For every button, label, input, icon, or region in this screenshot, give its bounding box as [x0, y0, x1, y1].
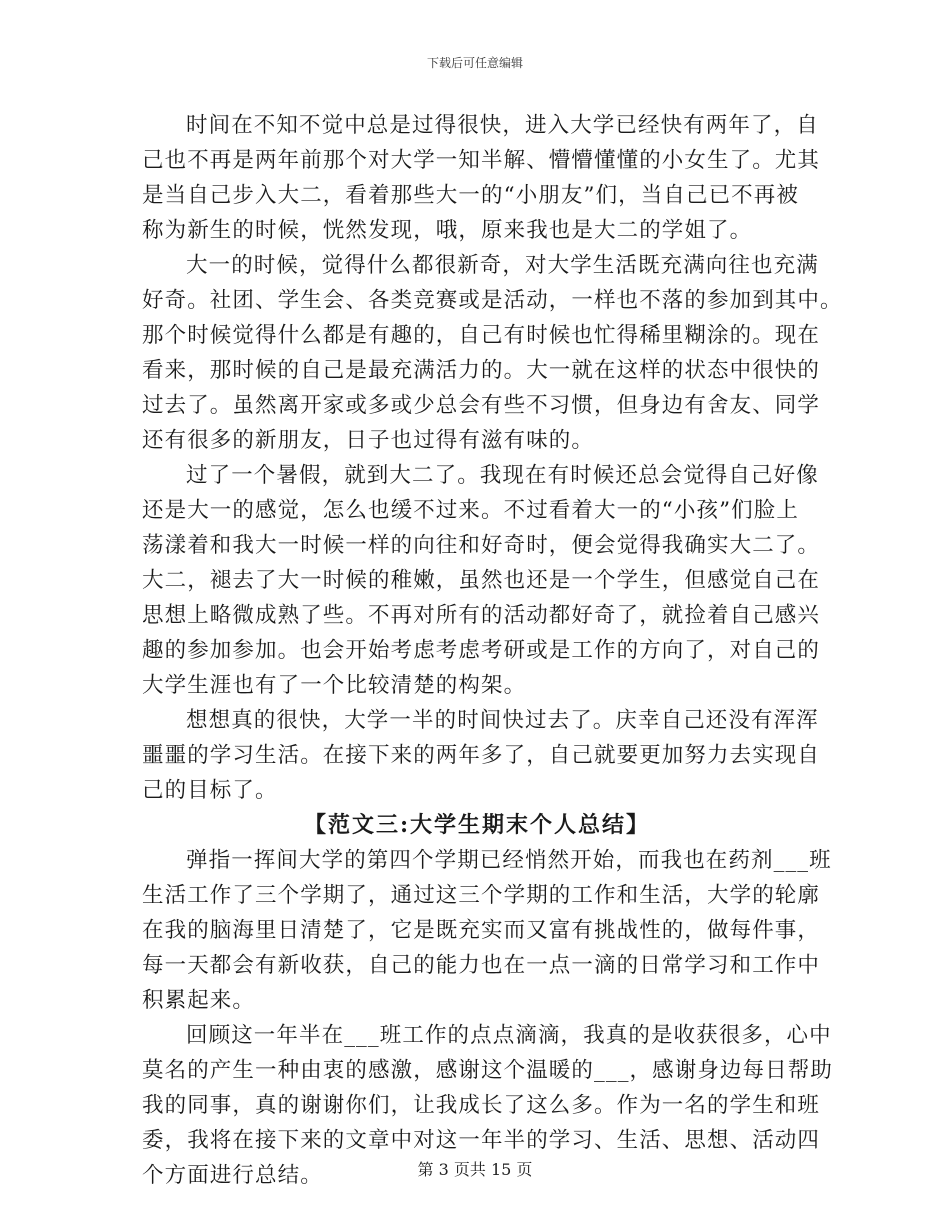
text-line: 荡漾着和我大一时候一样的向往和好奇时，便会觉得我确实大二了。: [142, 533, 821, 558]
page-header: 下载后可任意编辑: [426, 56, 523, 70]
text-line: 每一天都会有新收获，自己的能力也在一点一滴的日常学习和工作中: [142, 953, 821, 978]
text-line: 趣的参加参加。也会开始考虑考虑考研或是工作的方向了，对自己的: [142, 638, 821, 663]
text-line: 大二，褪去了大一时候的稚嫩，虽然也还是一个学生，但感觉自己在: [142, 568, 821, 593]
body-section-2: [142, 843, 833, 1193]
page-footer: 第 3 页共 15 页: [417, 1160, 533, 1179]
document-body: [142, 108, 843, 1193]
text-line: 噩噩的学习生活。在接下来的两年多了，自己就要更加努力去实现自: [142, 743, 821, 768]
text-line: 弹指一挥间大学的第四个学期已经悄然开始，而我也在药剂___班: [186, 848, 832, 873]
text-line: 在我的脑海里日清楚了，它是既充实而又富有挑战性的，做每件事，: [142, 918, 821, 943]
text-line: 还是大一的感觉，怎么也缓不过来。不过看着大一的“小孩”们脸上: [142, 498, 799, 523]
text-line: 是当自己步入大二，看着那些大一的“小朋友”们，当自己已不再被: [142, 183, 799, 208]
text-line: 己也不再是两年前那个对大学一知半解、懵懵懂懂的小女生了。尤其: [142, 148, 821, 173]
text-line: 大一的时候，觉得什么都很新奇，对大学生活既充满向往也充满: [186, 253, 819, 278]
text-line: 好奇。社团、学生会、各类竞赛或是活动，一样也不落的参加到其中。: [142, 288, 843, 313]
text-line: 看来，那时候的自己是最充满活力的。大一就在这样的状态中很快的: [142, 358, 821, 383]
text-line: 个方面进行总结。: [142, 1163, 323, 1188]
text-line: 还有很多的新朋友，日子也过得有滋有味的。: [142, 428, 595, 453]
text-line: 回顾这一年半在___班工作的点点滴滴，我真的是收获很多，心中: [186, 1023, 832, 1048]
text-line: 委，我将在接下来的文章中对这一年半的学习、生活、思想、活动四: [142, 1128, 821, 1153]
text-line: 过了一个暑假，就到大二了。我现在有时候还总会觉得自己好像: [186, 463, 819, 488]
text-line: 我的同事，真的谢谢你们，让我成长了这么多。作为一名的学生和班: [142, 1093, 821, 1118]
text-line: 过去了。虽然离开家或多或少总会有些不习惯，但身边有舍友、同学: [142, 393, 821, 418]
text-line: 生活工作了三个学期了，通过这三个学期的工作和生活，大学的轮廓: [142, 883, 821, 908]
text-line: 想想真的很快，大学一半的时间快过去了。庆幸自己还没有浑浑: [186, 708, 819, 733]
text-line: 积累起来。: [142, 988, 256, 1013]
text-line: 思想上略微成熟了些。不再对所有的活动都好奇了，就捡着自己感兴: [142, 603, 821, 628]
text-line: 那个时候觉得什么都是有趣的，自己有时候也忙得稀里糊涂的。现在: [142, 323, 821, 348]
text-line: 时间在不知不觉中总是过得很快，进入大学已经快有两年了，自: [186, 113, 819, 138]
text-line: 称为新生的时候，恍然发现，哦，原来我也是大二的学姐了。: [142, 218, 753, 243]
text-line: 莫名的产生一种由衷的感激，感谢这个温暖的___，感谢身边每日帮助: [142, 1058, 833, 1083]
body-section-1: [142, 108, 843, 808]
section-heading: 【范文三:大学生期末个人总结】: [303, 812, 651, 838]
text-line: 大学生涯也有了一个比较清楚的构架。: [142, 673, 527, 698]
text-line: 己的目标了。: [142, 778, 278, 803]
